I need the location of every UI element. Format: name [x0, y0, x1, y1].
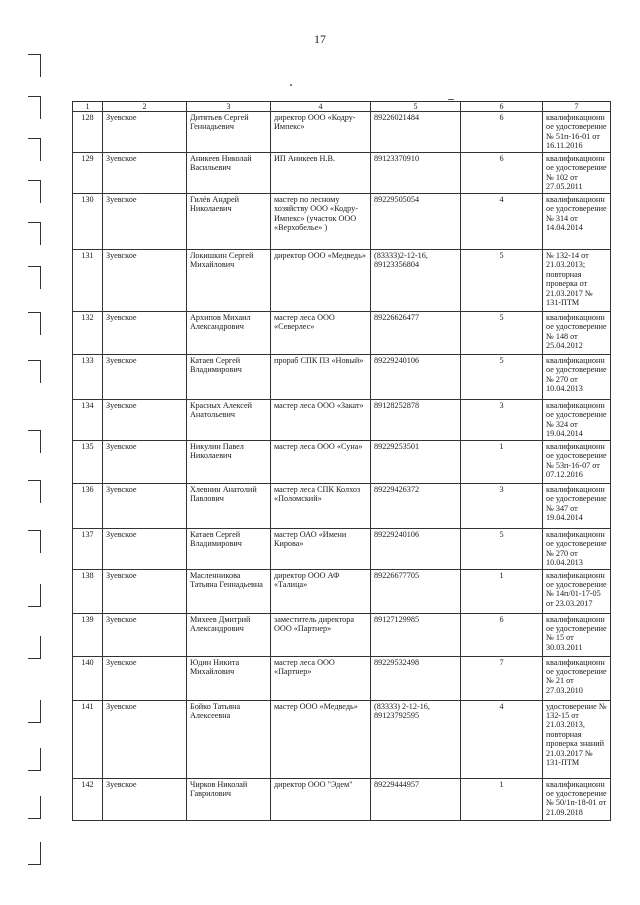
name-cell: Красных Алексей Анатольевич	[187, 400, 271, 441]
document-cell: квалификационное удостоверение № 14п/01-17-05 от 23.03.2017	[543, 569, 611, 613]
table-row	[73, 153, 611, 194]
table-row	[73, 484, 611, 529]
district-cell: Зуевское	[103, 400, 187, 441]
district-cell: Зуевское	[103, 656, 187, 700]
name-cell: Хлевнин Анатолий Павлович	[187, 484, 271, 529]
row-number: 139	[73, 613, 103, 656]
table-row	[73, 355, 611, 400]
phone-cell: 89226626477	[371, 312, 461, 355]
column-header: 1	[73, 102, 103, 112]
name-cell: Масленникова Татьяна Геннадьевна	[187, 569, 271, 613]
position-cell: мастер ООО «Медведь»	[271, 700, 371, 778]
phone-cell: 89229426372	[371, 484, 461, 529]
name-cell: Юдин Никита Михайлович	[187, 656, 271, 700]
name-cell: Чирков Николай Гаврилович	[187, 778, 271, 820]
experience-cell: 1	[461, 569, 543, 613]
name-cell: Никулин Павел Николаевич	[187, 441, 271, 484]
column-header: 2	[103, 102, 187, 112]
position-cell: мастер леса ООО «Партнер»	[271, 656, 371, 700]
name-cell: Гилёв Андрей Николаевич	[187, 194, 271, 250]
table-row	[73, 250, 611, 312]
position-cell: заместитель директора ООО «Партнер»	[271, 613, 371, 656]
registry-table	[72, 101, 611, 821]
name-cell: Катаев Сергей Владимирович	[187, 529, 271, 570]
phone-cell: 89123370910	[371, 153, 461, 194]
table-row	[73, 778, 611, 820]
phone-cell: (83333)2-12-16, 89123356804	[371, 250, 461, 312]
table-row	[73, 194, 611, 250]
document-cell: удостоверение № 132-15 от 21.03.2013, повторная проверка знаний 21.03.2017 № 131-ПТМ	[543, 700, 611, 778]
district-cell: Зуевское	[103, 613, 187, 656]
table-row	[73, 312, 611, 355]
document-cell: квалификационное удостоверение № 50/1п-18-01 от 21.09.2018	[543, 778, 611, 820]
phone-cell: 89229253501	[371, 441, 461, 484]
district-cell: Зуевское	[103, 441, 187, 484]
column-header: 3	[187, 102, 271, 112]
position-cell: директор ООО «Кодру-Импекс»	[271, 112, 371, 153]
experience-cell: 1	[461, 441, 543, 484]
district-cell: Зуевское	[103, 194, 187, 250]
row-number: 136	[73, 484, 103, 529]
table-row	[73, 569, 611, 613]
phone-cell: 89226021484	[371, 112, 461, 153]
experience-cell: 6	[461, 153, 543, 194]
column-header: 4	[271, 102, 371, 112]
experience-cell: 5	[461, 355, 543, 400]
row-number: 133	[73, 355, 103, 400]
position-cell: директор ООО АФ «Талица»	[271, 569, 371, 613]
row-number: 135	[73, 441, 103, 484]
position-cell: мастер леса ООО «Северлес»	[271, 312, 371, 355]
page-number: 17	[314, 32, 326, 46]
table-row	[73, 529, 611, 570]
experience-cell: 3	[461, 400, 543, 441]
document-cell: № 132-14 от 21.03.2013; повторная проверка от 21.03.2017 № 131-ПТМ	[543, 250, 611, 312]
phone-cell: (83333) 2-12-16, 89123792595	[371, 700, 461, 778]
document-cell: квалификационное удостоверение № 347 от 19.04.2014	[543, 484, 611, 529]
experience-cell: 5	[461, 529, 543, 570]
document-cell: квалификационное удостоверение № 53п-16-07 от 07.12.2016	[543, 441, 611, 484]
district-cell: Зуевское	[103, 529, 187, 570]
position-cell: мастер леса ООО «Закат»	[271, 400, 371, 441]
phone-cell: 89229505054	[371, 194, 461, 250]
position-cell: мастер леса ООО «Суна»	[271, 441, 371, 484]
document-cell: квалификационное удостоверение № 102 от 27.05.2011	[543, 153, 611, 194]
document-cell: квалификационное удостоверение № 314 от 14.04.2014	[543, 194, 611, 250]
name-cell: Локишкин Сергей Михайлович	[187, 250, 271, 312]
row-number: 137	[73, 529, 103, 570]
table-header-row	[73, 102, 611, 112]
scan-speck	[448, 99, 454, 100]
row-number: 129	[73, 153, 103, 194]
phone-cell: 89229444957	[371, 778, 461, 820]
phone-cell: 89128252878	[371, 400, 461, 441]
phone-cell: 89127129985	[371, 613, 461, 656]
row-number: 130	[73, 194, 103, 250]
column-header: 7	[543, 102, 611, 112]
document-cell: квалификационное удостоверение № 21 от 27.03.2010	[543, 656, 611, 700]
experience-cell: 6	[461, 112, 543, 153]
phone-cell: 89229240106	[371, 529, 461, 570]
name-cell: Дитятьев Сергей Геннадьевич	[187, 112, 271, 153]
experience-cell: 4	[461, 700, 543, 778]
name-cell: Катаев Сергей Владимирович	[187, 355, 271, 400]
table-row	[73, 112, 611, 153]
row-number: 142	[73, 778, 103, 820]
table-row	[73, 613, 611, 656]
document-cell: квалификационное удостоверение № 148 от 25.04.2012	[543, 312, 611, 355]
name-cell: Бойко Татьяна Алексеевна	[187, 700, 271, 778]
column-header: 5	[371, 102, 461, 112]
position-cell: ИП Аникеев Н.В.	[271, 153, 371, 194]
row-number: 138	[73, 569, 103, 613]
district-cell: Зуевское	[103, 484, 187, 529]
phone-cell: 89226677705	[371, 569, 461, 613]
table-row	[73, 441, 611, 484]
district-cell: Зуевское	[103, 569, 187, 613]
position-cell: мастер леса СПК Колхоз «Поломский»	[271, 484, 371, 529]
document-cell: квалификационное удостоверение № 51п-16-01 от 16.11.2016	[543, 112, 611, 153]
phone-cell: 89229240106	[371, 355, 461, 400]
row-number: 131	[73, 250, 103, 312]
document-cell: квалификационное удостоверение № 324 от 19.04.2014	[543, 400, 611, 441]
experience-cell: 5	[461, 312, 543, 355]
experience-cell: 5	[461, 250, 543, 312]
district-cell: Зуевское	[103, 153, 187, 194]
experience-cell: 1	[461, 778, 543, 820]
row-number: 140	[73, 656, 103, 700]
table-row	[73, 700, 611, 778]
position-cell: директор ООО «Медведь»	[271, 250, 371, 312]
name-cell: Михеев Дмитрий Александрович	[187, 613, 271, 656]
district-cell: Зуевское	[103, 778, 187, 820]
position-cell: мастер по лесному хозяйству ООО «Кодру-Импекс» (участок ООО «Верхобелье» )	[271, 194, 371, 250]
document-cell: квалификационное удостоверение № 270 от 10.04.2013	[543, 355, 611, 400]
district-cell: Зуевское	[103, 312, 187, 355]
district-cell: Зуевское	[103, 700, 187, 778]
column-header: 6	[461, 102, 543, 112]
experience-cell: 3	[461, 484, 543, 529]
row-number: 141	[73, 700, 103, 778]
position-cell: мастер ОАО «Имени Кирова»	[271, 529, 371, 570]
document-cell: квалификационное удостоверение № 270 от 10.04.2013	[543, 529, 611, 570]
experience-cell: 4	[461, 194, 543, 250]
row-number: 134	[73, 400, 103, 441]
name-cell: Архипов Михаил Александрович	[187, 312, 271, 355]
row-number: 132	[73, 312, 103, 355]
position-cell: директор ООО "Эдем"	[271, 778, 371, 820]
district-cell: Зуевское	[103, 112, 187, 153]
position-cell: прораб СПК ПЗ «Новый»	[271, 355, 371, 400]
experience-cell: 7	[461, 656, 543, 700]
table-row	[73, 400, 611, 441]
name-cell: Аникеев Николай Васильевич	[187, 153, 271, 194]
document-cell: квалификационное удостоверение № 15 от 30.03.2011	[543, 613, 611, 656]
scan-speck	[290, 84, 292, 86]
district-cell: Зуевское	[103, 355, 187, 400]
table-row	[73, 656, 611, 700]
district-cell: Зуевское	[103, 250, 187, 312]
row-number: 128	[73, 112, 103, 153]
experience-cell: 6	[461, 613, 543, 656]
phone-cell: 89229532498	[371, 656, 461, 700]
